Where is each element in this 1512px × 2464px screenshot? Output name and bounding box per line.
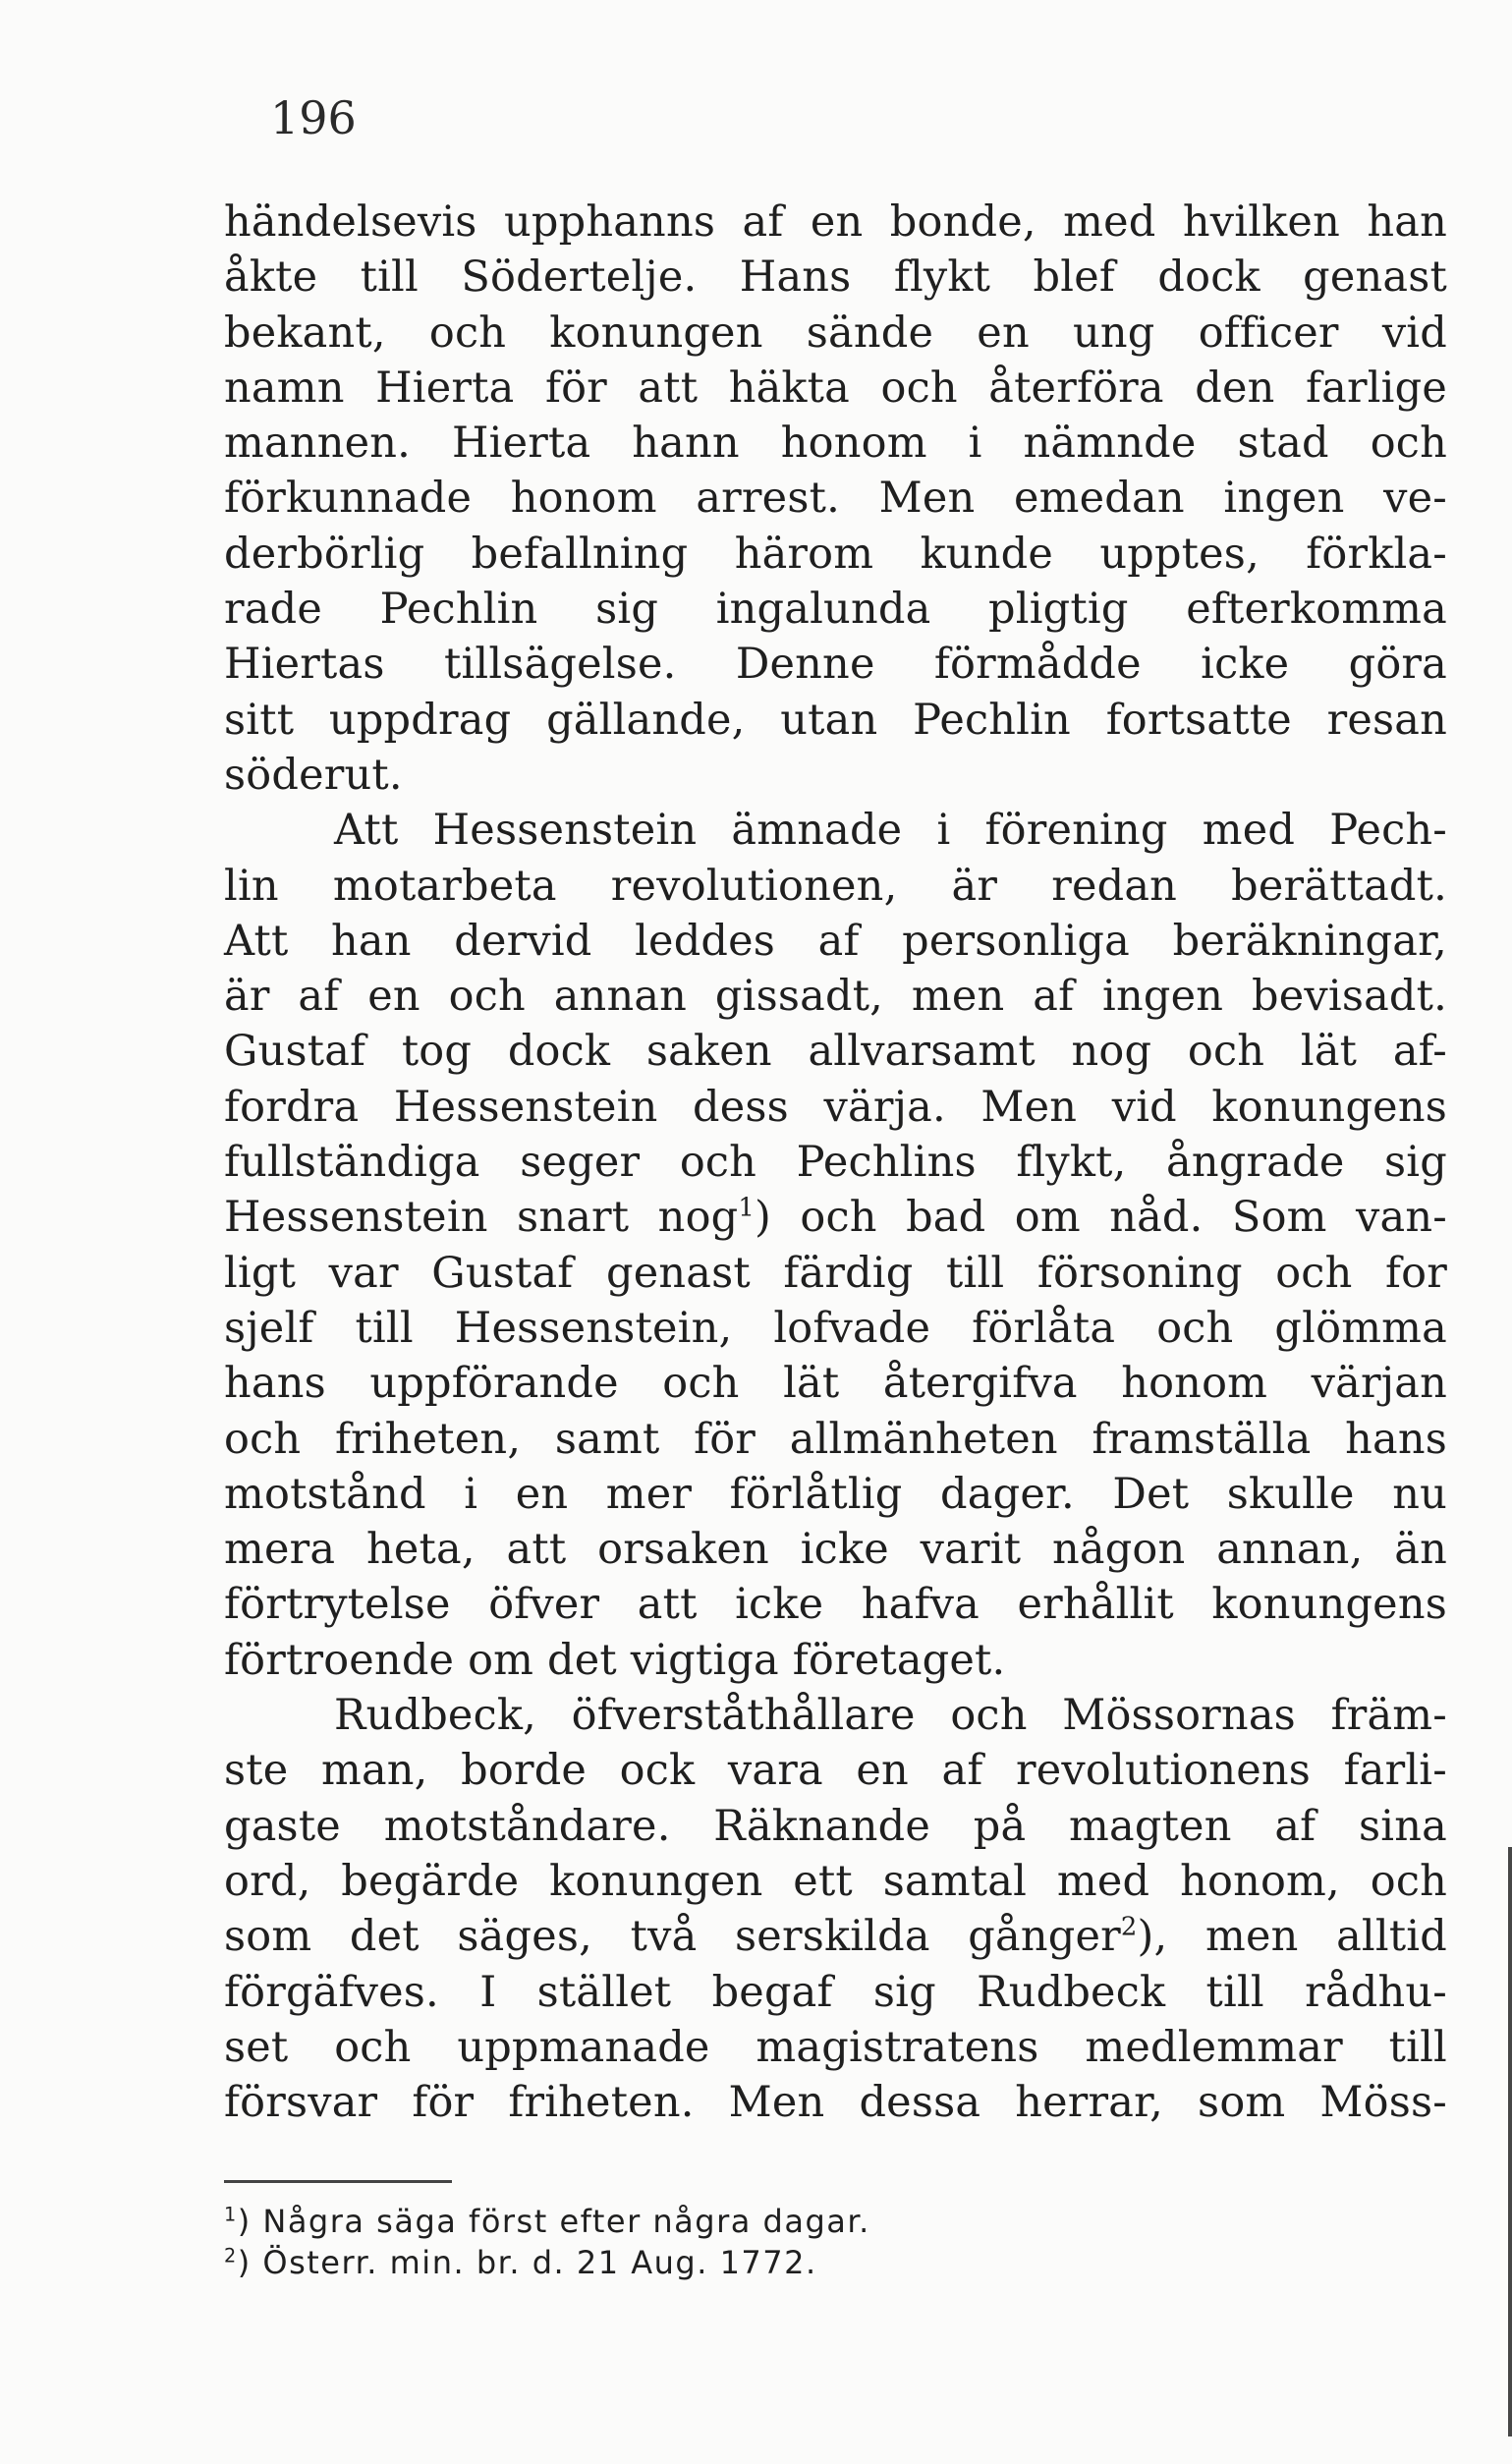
text-line: förtrytelse öfver att icke hafva erhållit konungens: [224, 1580, 1447, 1630]
text-line: ste man, borde ock vara en af revolutionens farli-: [224, 1746, 1447, 1796]
text-line: lin motarbeta revolutionen, är redan berättadt.: [224, 861, 1447, 911]
footnote-reference: 1: [738, 1194, 756, 1224]
text-line: söderut.: [224, 750, 403, 800]
text-line: fullständiga seger och Pechlins flykt, ångrade sig: [224, 1138, 1447, 1188]
text-line: derbörlig befallning härom kunde upptes, förkla-: [224, 529, 1447, 579]
footnote-marker: 1: [224, 2203, 238, 2226]
footnote-reference: 2: [1120, 1912, 1138, 1942]
text-line: förtroende om det vigtiga företaget.: [224, 1635, 1006, 1685]
text-line: Rudbeck, öfverståthållare och Mössornas främ-: [334, 1691, 1447, 1741]
text-line: är af en och annan gissadt, men af ingen bevisadt.: [224, 972, 1447, 1022]
text-line: ligt var Gustaf genast färdig till försoning och for: [224, 1248, 1447, 1298]
text-line: som det säges, två serskilda gånger$^2$), men alltid: [224, 1912, 1447, 1962]
text-line: namn Hierta för att häkta och återföra den farlige: [224, 363, 1447, 413]
text-line: Att han dervid leddes af personliga beräkningar,: [224, 916, 1447, 966]
text-line: motstånd i en mer förlåtlig dager. Det skulle nu: [224, 1469, 1447, 1519]
footnote-divider: [224, 2180, 452, 2183]
text-line: fordra Hessenstein dess värja. Men vid konungens: [224, 1082, 1447, 1132]
text-line: sjelf till Hessenstein, lofvade förlåta och glömma: [224, 1303, 1447, 1353]
text-line: rade Pechlin sig ingalunda pligtig efterkomma: [224, 585, 1447, 635]
text-line: Gustaf tog dock saken allvarsamt nog och lät af-: [224, 1027, 1447, 1077]
text-line: åkte till Södertelje. Hans flykt blef dock genast: [224, 252, 1447, 303]
footnote: $^2$) Österr. min. br. d. 21 Aug. 1772.: [224, 2244, 817, 2281]
text-line: set och uppmanade magistratens medlemmar till: [224, 2022, 1447, 2072]
text-line: hans uppförande och lät återgifva honom värjan: [224, 1359, 1447, 1409]
text-line: försvar för friheten. Men dessa herrar, som Möss-: [224, 2078, 1447, 2128]
footnote-marker: 2: [224, 2244, 238, 2268]
text-line: gaste motståndare. Räknande på magten af sina: [224, 1801, 1447, 1851]
text-line: och friheten, samt för allmänheten framställa hans: [224, 1414, 1447, 1464]
text-line: bekant, och konungen sände en ung officer vid: [224, 308, 1447, 358]
page-edge-shadow: [1508, 1847, 1512, 2436]
footnote: $^1$) Några säga först efter några dagar.: [224, 2203, 870, 2240]
text-line: Hessenstein snart nog$^1$) och bad om nåd. Som van-: [224, 1193, 1447, 1243]
page-number: 196: [270, 91, 357, 144]
text-line: förgäfves. I stället begaf sig Rudbeck till rådhu-: [224, 1967, 1447, 2017]
text-line: förkunnade honom arrest. Men emedan ingen ve-: [224, 474, 1447, 524]
text-line: Att Hessenstein ämnade i förening med Pech-: [334, 806, 1447, 856]
text-line: mannen. Hierta hann honom i nämnde stad och: [224, 419, 1447, 469]
text-line: ord, begärde konungen ett samtal med honom, och: [224, 1856, 1447, 1906]
footnotes: [224, 2201, 1108, 2283]
text-line: händelsevis upphanns af en bonde, med hvilken han: [224, 197, 1447, 247]
body-text: [224, 195, 1447, 2130]
text-line: sitt uppdrag gällande, utan Pechlin fortsatte resan: [224, 695, 1447, 745]
text-line: Hiertas tillsägelse. Denne förmådde icke göra: [224, 640, 1447, 690]
text-line: mera heta, att orsaken icke varit någon annan, än: [224, 1525, 1447, 1575]
